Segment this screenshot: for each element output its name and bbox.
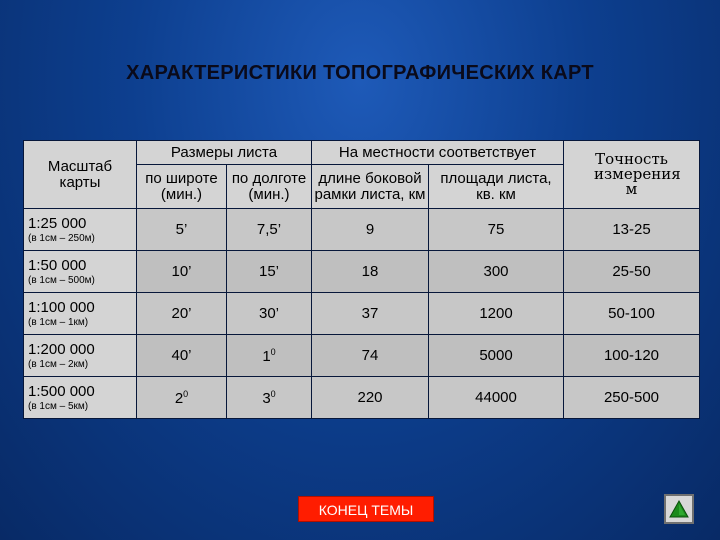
area-cell: 5000	[429, 335, 564, 377]
header-side-length: длине боковой рамки листа, км	[312, 165, 429, 209]
topo-maps-table	[23, 140, 700, 419]
area-cell: 1200	[429, 293, 564, 335]
header-terrain: На местности соответствует	[312, 141, 564, 165]
table-row	[24, 335, 700, 377]
side-length-cell: 37	[312, 293, 429, 335]
scale-cell	[24, 293, 137, 335]
scale-cell	[24, 251, 137, 293]
longitude-cell: 7,5’	[227, 209, 312, 251]
side-length-cell: 220	[312, 377, 429, 419]
table-row	[24, 251, 700, 293]
latitude-value: 2	[174, 389, 184, 407]
accuracy-cell: 250-500	[564, 377, 700, 419]
scale-cell	[24, 335, 137, 377]
latitude-cell: 5’	[137, 209, 227, 251]
longitude-cell	[227, 377, 312, 419]
accuracy-cell: 13-25	[564, 209, 700, 251]
scale-note: (в 1см – 500м)	[28, 274, 95, 286]
degree-mark: 0	[270, 346, 276, 357]
header-sheet-size: Размеры листа	[137, 141, 312, 165]
scale-value: 1:50 000	[28, 256, 87, 274]
longitude-value: 1	[262, 347, 271, 365]
accuracy-cell: 50-100	[564, 293, 700, 335]
degree-mark: 0	[183, 388, 189, 399]
header-accuracy: Точность измерения м	[564, 141, 700, 209]
scale-value: 1:500 000	[28, 382, 95, 400]
latitude-cell: 40’	[137, 335, 227, 377]
scale-note: (в 1см – 5км)	[28, 400, 89, 412]
table-row	[24, 377, 700, 419]
area-cell: 44000	[429, 377, 564, 419]
side-length-cell: 9	[312, 209, 429, 251]
page-title: ХАРАКТЕРИСТИКИ ТОПОГРАФИЧЕСКИХ КАРТ	[126, 62, 594, 84]
area-cell: 75	[429, 209, 564, 251]
longitude-cell: 30’	[227, 293, 312, 335]
side-length-cell: 74	[312, 335, 429, 377]
longitude-cell: 15’	[227, 251, 312, 293]
scale-note: (в 1см – 1км)	[28, 316, 89, 328]
area-cell: 300	[429, 251, 564, 293]
scale-note: (в 1см – 250м)	[28, 232, 95, 244]
header-longitude: по долготе (мин.)	[227, 165, 312, 209]
latitude-cell: 10’	[137, 251, 227, 293]
home-button[interactable]	[664, 494, 694, 524]
table-row	[24, 293, 700, 335]
degree-mark: 0	[270, 388, 276, 399]
latitude-cell	[137, 377, 227, 419]
latitude-cell: 20’	[137, 293, 227, 335]
scale-cell	[24, 209, 137, 251]
accuracy-cell: 100-120	[564, 335, 700, 377]
scale-value: 1:200 000	[28, 340, 95, 358]
header-scale: Масштаб карты	[24, 141, 137, 209]
scale-value: 1:100 000	[28, 298, 95, 316]
accuracy-cell: 25-50	[564, 251, 700, 293]
side-length-cell: 18	[312, 251, 429, 293]
table-row	[24, 209, 700, 251]
scale-note: (в 1см – 2км)	[28, 358, 89, 370]
scale-cell	[24, 377, 137, 419]
longitude-cell	[227, 335, 312, 377]
longitude-value: 3	[262, 389, 271, 407]
scale-value: 1:25 000	[28, 214, 87, 232]
header-area: площади листа, кв. км	[429, 165, 564, 209]
end-topic-button[interactable]: КОНЕЦ ТЕМЫ	[298, 496, 434, 522]
green-triangle-icon	[669, 500, 689, 518]
header-latitude: по широте (мин.)	[137, 165, 227, 209]
